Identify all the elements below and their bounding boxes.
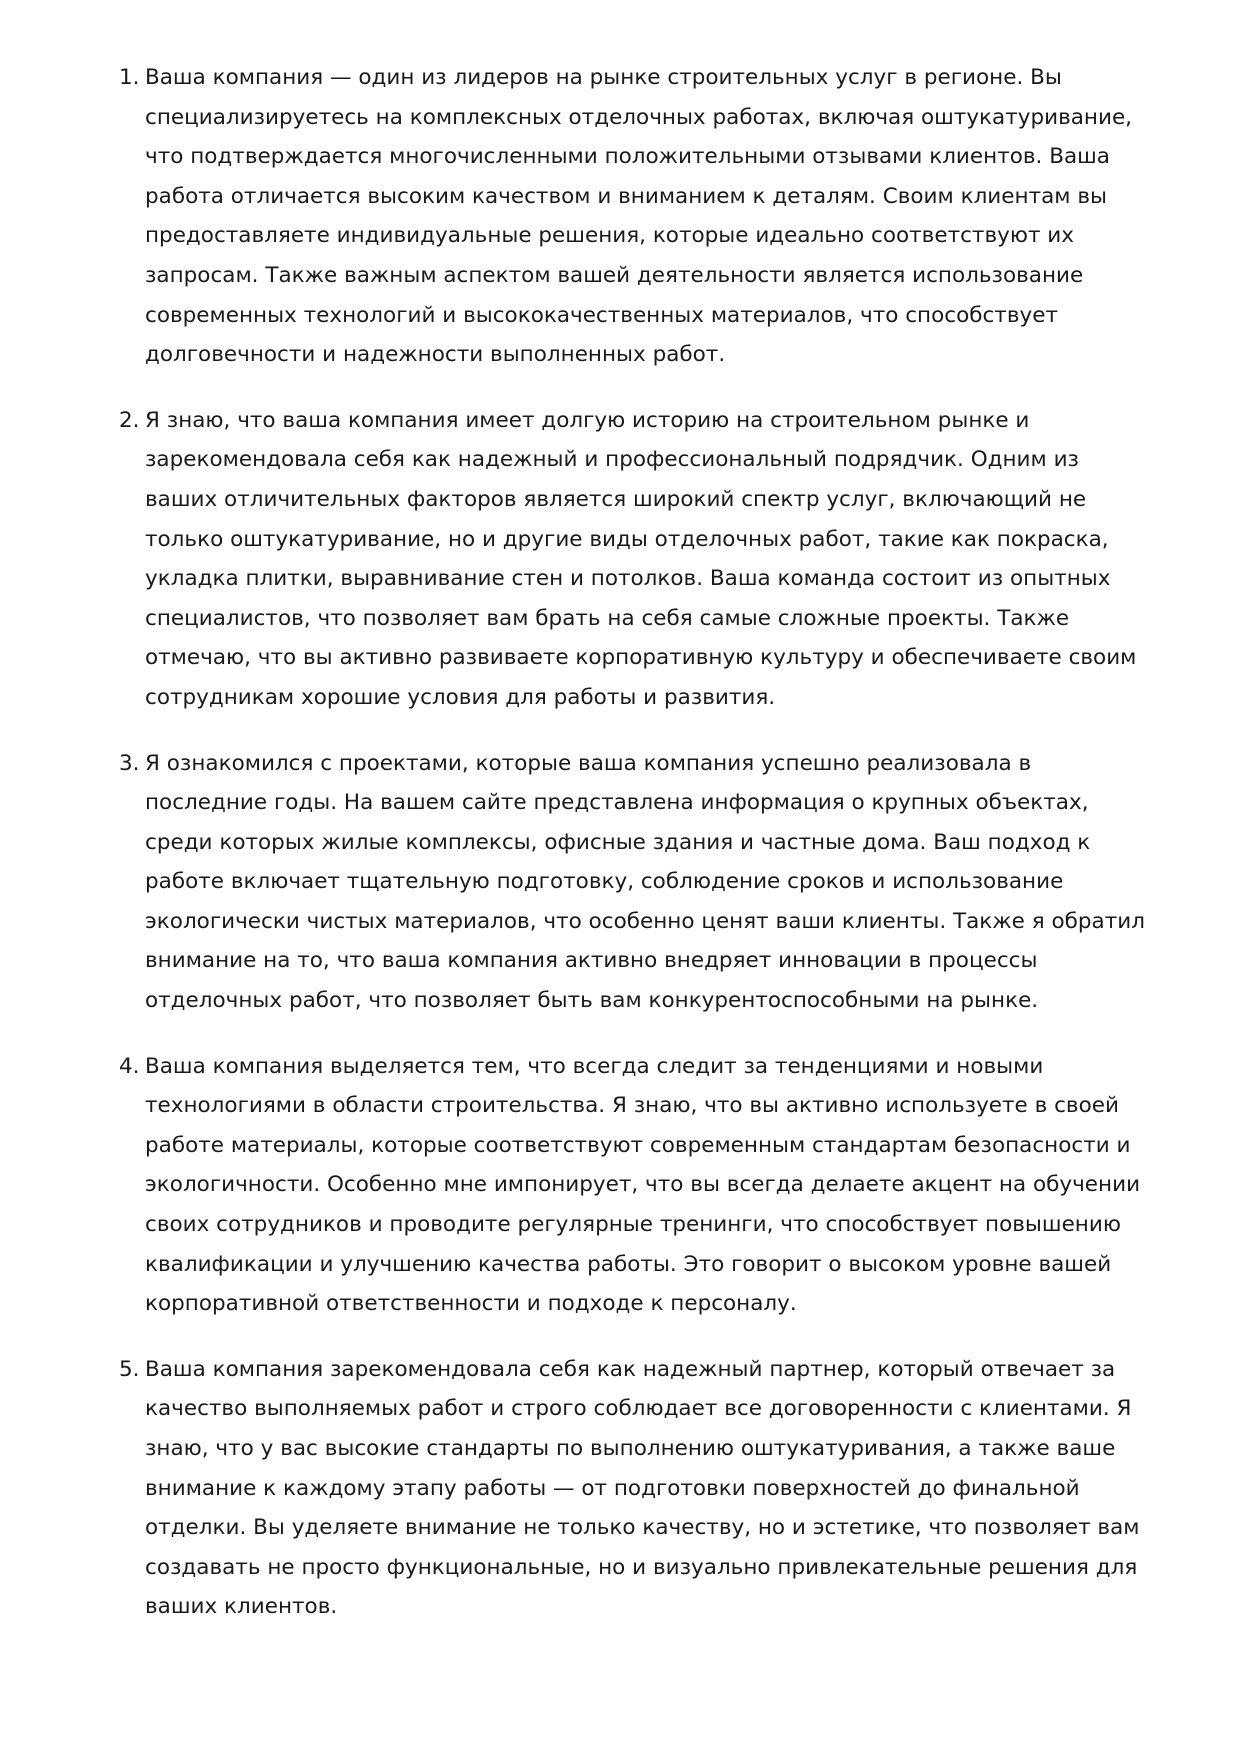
text-line: работа отличается высоким качеством и вниманием к деталям. Своим клиентам вы: [145, 183, 1107, 209]
text-line: запросам. Также важным аспектом вашей деятельности является использование: [145, 262, 1084, 288]
text-line: экологически чистых материалов, что особенно ценят ваши клиенты. Также я обратил: [145, 908, 1145, 934]
text-line: знаю, что у вас высокие стандарты по выполнению оштукатуривания, а также ваше: [145, 1436, 1116, 1461]
item-number: 1.: [119, 65, 140, 90]
text-line: зарекомендовала себя как надежный и профессиональный подрядчик. Одним из: [145, 447, 1079, 473]
list-item: [119, 401, 1164, 718]
text-line: укладка плитки, выравнивание стен и потолков. Ваша команда состоит из опытных: [145, 566, 1111, 592]
text-line: предоставляете индивидуальные решения, которые идеально соответствуют их: [145, 223, 1074, 249]
text-line: работе материалы, которые соответствуют современным стандартам безопасности и: [145, 1132, 1131, 1158]
text-line: технологиями в области строительства. Я знаю, что вы активно используете в своей: [145, 1093, 1119, 1119]
text-line: последние годы. На вашем сайте представлена информация о крупных объектах,: [145, 790, 1089, 816]
numbered-list: [119, 58, 1164, 1653]
item-text: [145, 1047, 1164, 1324]
text-line: среди которых жилые комплексы, офисные здания и частные дома. Ваш подход к: [145, 829, 1091, 855]
text-line: специализируетесь на комплексных отделочных работах, включая оштукатуривание,: [145, 104, 1133, 130]
text-line: работе включает тщательную подготовку, соблюдение сроков и использование: [145, 869, 1064, 895]
text-line: экологичности. Особенно мне импонирует, что вы всегда делаете акцент на обучении: [145, 1172, 1141, 1198]
text-line: Я знаю, что ваша компания имеет долгую историю на строительном рынке и: [145, 407, 1030, 433]
text-line: квалификации и улучшению качества работы. Это говорит о высоком уровне вашей: [145, 1251, 1112, 1277]
item-number: 4.: [119, 1053, 140, 1079]
text-line: Ваша компания — один из лидеров на рынке строительных услуг в регионе. Вы: [145, 65, 1062, 90]
list-item: [119, 58, 1164, 375]
text-line: отделочных работ, что позволяет быть вам конкурентоспособными на рынке.: [145, 988, 1039, 1014]
text-line: внимание на то, что ваша компания активно внедряет инновации в процессы: [145, 948, 1038, 974]
text-line: отмечаю, что вы активно развиваете корпоративную культуру и обеспечиваете своим: [145, 645, 1137, 671]
text-line: что подтверждается многочисленными положительными отзывами клиентов. Ваша: [145, 144, 1110, 170]
text-line: отделки. Вы уделяете внимание не только качеству, но и эстетике, что позволяет вам: [145, 1515, 1140, 1541]
list-item: [119, 1047, 1164, 1324]
text-line: сотрудникам хорошие условия для работы и развития.: [145, 684, 776, 710]
text-line: своих сотрудников и проводите регулярные тренинги, что способствует повышению: [145, 1212, 1121, 1238]
item-text: [145, 744, 1164, 1021]
item-text: [145, 58, 1164, 375]
text-line: ваших клиентов.: [145, 1594, 338, 1620]
text-line: современных технологий и высококачественных материалов, что способствует: [145, 302, 1058, 328]
text-line: ваших отличительных факторов является широкий спектр услуг, включающий не: [145, 486, 1087, 512]
list-item: [119, 744, 1164, 1021]
text-line: Ваша компания зарекомендовала себя как надежный партнер, который отвечает за: [145, 1356, 1116, 1382]
text-line: качество выполняемых работ и строго соблюдает все договоренности с клиентами. Я: [145, 1396, 1132, 1422]
text-line: корпоративной ответственности и подходе к персоналу.: [145, 1291, 797, 1317]
text-line: Ваша компания выделяется тем, что всегда следит за тенденциями и новыми: [145, 1053, 1044, 1079]
text-line: специалистов, что позволяет вам брать на себя самые сложные проекты. Также: [145, 605, 1070, 631]
text-line: только оштукатуривание, но и другие виды отделочных работ, такие как покраска,: [145, 526, 1109, 552]
text-line: внимание к каждому этапу работы — от подготовки поверхностей до финальной: [145, 1475, 1080, 1501]
item-number: 2.: [119, 407, 140, 433]
item-text: [145, 401, 1164, 718]
text-line: Я ознакомился с проектами, которые ваша компания успешно реализовала в: [145, 750, 1032, 776]
item-number: 3.: [119, 750, 140, 776]
item-number: 5.: [119, 1356, 140, 1382]
text-line: создавать не просто функциональные, но и визуально привлекательные решения для: [145, 1554, 1138, 1580]
item-text: [145, 1350, 1164, 1627]
list-item: [119, 1350, 1164, 1627]
text-line: долговечности и надежности выполненных работ.: [145, 342, 726, 368]
